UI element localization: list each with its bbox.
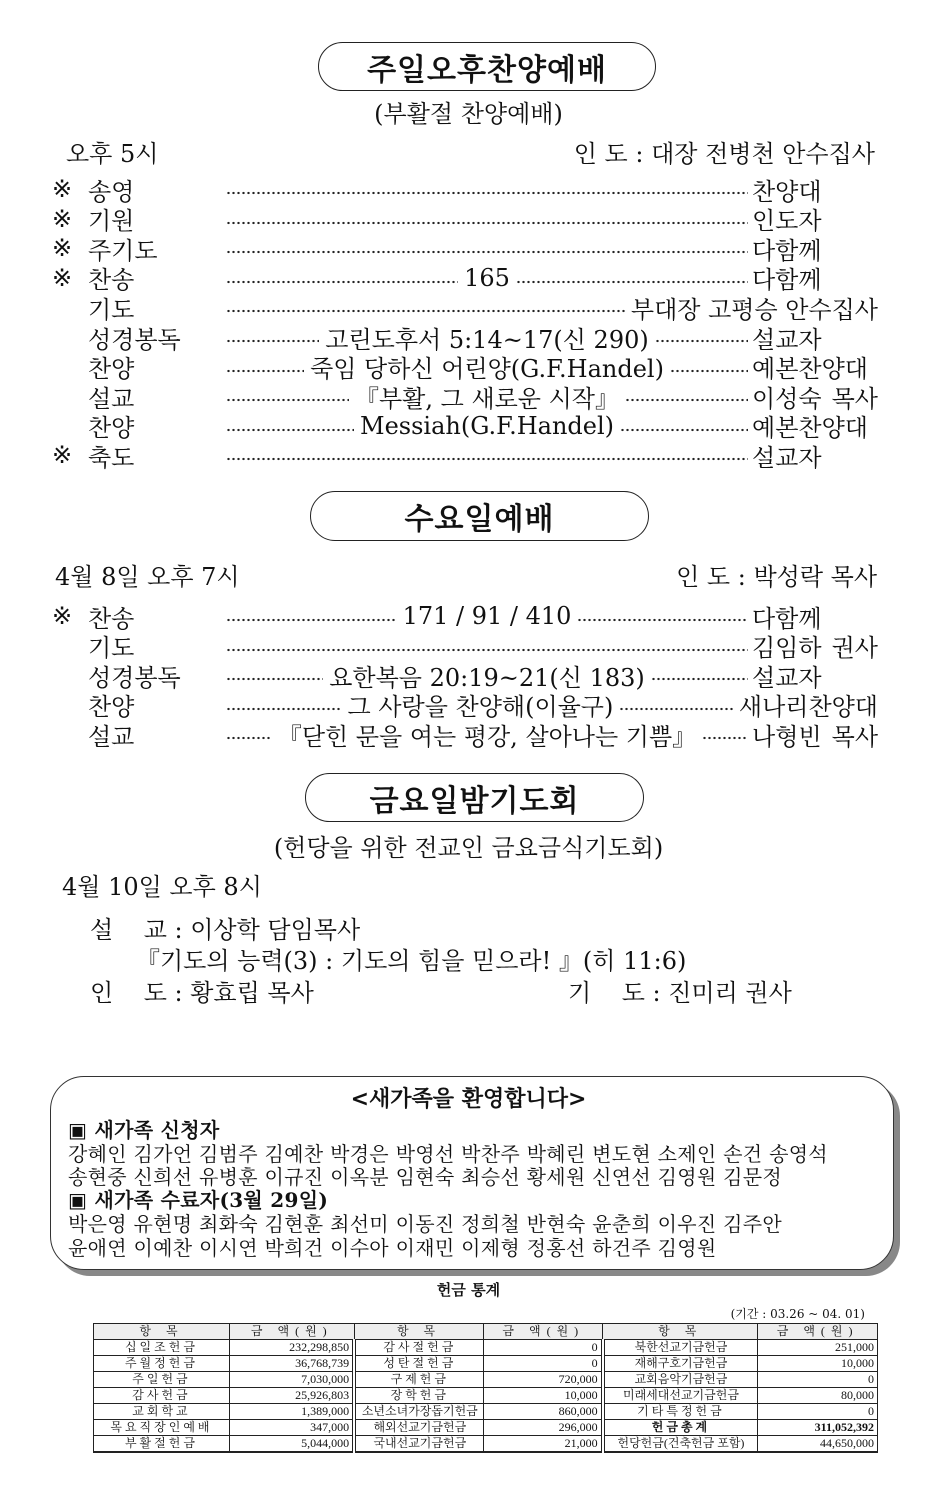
order-label: 찬양 [88,414,135,443]
amount-cell: 36,768,739 [229,1356,354,1372]
wednesday-service-title: 수요일예배 [310,491,649,541]
table-row [94,1372,878,1388]
friday-time: 4월 10일 오후 8시 [62,873,262,901]
dotted-leader [226,369,304,373]
item-cell: 기타특정헌금 [603,1404,758,1420]
order-row [52,660,878,690]
dotted-leader [702,736,748,740]
order-row [52,263,878,293]
new-family-title: <새가족을 환영합니다> [350,1087,587,1112]
sunday-subtitle: (부활절 찬양예배) [374,100,563,128]
offering-period: (기간 : 03.26 ~ 04. 01) [730,1307,865,1321]
dotted-leader [226,707,342,711]
amount-cell: 7,030,000 [229,1372,354,1388]
order-content: 고린도후서 5:14~17(신 290) [325,325,649,354]
amount-cell: 720,000 [484,1372,603,1388]
order-content: 『부활, 그 새로운 시작』 [355,384,619,413]
graduates-heading: ▣ 새가족 수료자(3월 29일) [68,1188,329,1212]
dotted-leader [226,736,272,740]
dotted-leader [226,428,354,432]
dotted-leader [577,618,748,622]
applicants-line-1: 강혜인 김가언 김범주 김예찬 박경은 박영선 박찬주 박혜린 변도현 소제인 손건 송영석 [68,1142,828,1166]
order-responsible: 찬양대 [752,177,822,206]
friday-preacher: 설 교 : 이상학 담임목사 [90,916,361,944]
item-cell: 헌금총계 [603,1420,758,1436]
order-label: 찬양 [88,355,135,384]
order-label: 설교 [88,722,135,751]
table-header: 금 액(원) [758,1324,878,1340]
order-responsible: 다함께 [752,236,822,265]
table-row [94,1436,878,1453]
item-cell: 부활절헌금 [94,1436,230,1453]
amount-cell: 251,000 [758,1340,878,1356]
amount-cell: 0 [758,1404,878,1420]
wednesday-leader: 인 도 : 박성락 목사 [676,563,877,591]
dotted-leader [226,398,349,402]
table-row [94,1340,878,1356]
item-cell: 국내선교기금헌금 [354,1436,484,1453]
dotted-leader [620,428,748,432]
dotted-leader [625,398,748,402]
offering-title: 헌금 통계 [436,1281,501,1299]
order-responsible: 예본찬양대 [752,414,868,443]
graduates-line-2: 윤애연 이예찬 이시연 박희건 이수아 이재민 이제형 정홍선 하건주 김영원 [68,1236,717,1260]
item-cell: 해외선교기금헌금 [354,1420,484,1436]
order-label: 기도 [88,634,135,663]
amount-cell: 0 [758,1372,878,1388]
wednesday-time: 4월 8일 오후 7시 [55,563,240,591]
order-content: 그 사랑을 찬양해(이율구) [347,693,614,722]
item-cell: 감사헌금 [94,1388,230,1404]
item-cell: 교회학교 [94,1404,230,1420]
order-row [52,719,878,749]
order-responsible: 예본찬양대 [752,355,868,384]
table-row [94,1420,878,1436]
order-row [52,411,878,441]
amount-cell: 347,000 [229,1420,354,1436]
dotted-leader [226,648,748,652]
order-row [52,352,878,382]
order-responsible: 다함께 [752,604,822,633]
sunday-service-title: 주일오후찬양예배 [318,42,656,91]
friday-leader: 인 도 : 황효립 목사 [90,979,314,1007]
dotted-leader [226,250,748,254]
order-label: 송영 [88,177,135,206]
amount-cell: 5,044,000 [229,1436,354,1453]
dotted-leader [651,677,748,681]
table-row [94,1404,878,1420]
order-content: Messiah(G.F.Handel) [360,411,615,440]
order-row [52,322,878,352]
order-label: 기원 [88,207,135,236]
applicants-line-2: 송현중 신희선 유병훈 이규진 이옥분 임현숙 최승선 황세원 신연선 김영원 김문정 [68,1165,783,1189]
order-label: 설교 [88,384,135,413]
order-row [52,174,878,204]
order-responsible: 이성숙 목사 [752,384,878,413]
required-stand-mark: ※ [52,602,73,630]
table-header: 항 목 [603,1324,758,1340]
required-stand-mark: ※ [52,234,73,263]
order-label: 축도 [88,443,135,472]
required-stand-mark: ※ [52,175,73,203]
amount-cell: 232,298,850 [229,1340,354,1356]
amount-cell: 21,000 [484,1436,603,1453]
friday-sermon-title: 『기도의 능력(3) : 기도의 힘을 믿으라! 』(히 11:6) [136,947,687,975]
item-cell: 소년소녀가장돕기헌금 [354,1404,484,1420]
table-row [94,1356,878,1372]
order-label: 주기도 [88,236,158,265]
dotted-leader [670,369,748,373]
item-cell: 교회음악기금헌금 [603,1372,758,1388]
applicants-heading: ▣ 새가족 신청자 [68,1118,220,1142]
sunday-leader: 인 도 : 대장 전병천 안수집사 [573,140,875,168]
amount-cell: 0 [484,1356,603,1372]
friday-service-title: 금요일밤기도회 [305,773,644,822]
dotted-leader [226,309,627,313]
amount-cell: 860,000 [484,1404,603,1420]
dotted-leader [226,339,319,343]
table-header: 항 목 [94,1324,230,1340]
graduates-line-1: 박은영 유현명 최화숙 김현훈 최선미 이동진 정희철 반현숙 윤춘희 이우진 김주안 [68,1212,783,1236]
order-responsible: 새나리찬양대 [738,693,878,722]
dotted-leader [226,618,397,622]
required-stand-mark: ※ [52,263,73,292]
item-cell: 장학헌금 [354,1388,484,1404]
dotted-leader [655,339,748,343]
order-content: 요한복음 20:19~21(신 183) [329,663,645,692]
order-label: 찬양 [88,693,135,722]
item-cell: 재해구호기금헌금 [603,1356,758,1372]
amount-cell: 311,052,392 [758,1420,878,1436]
order-label: 기도 [88,295,135,324]
order-responsible: 김임하 권사 [752,634,878,663]
friday-subtitle: (헌당을 위한 전교인 금요금식기도회) [273,834,664,862]
order-row [52,381,878,411]
table-header: 금 액(원) [484,1324,603,1340]
amount-cell: 1,389,000 [229,1404,354,1420]
item-cell: 구제헌금 [354,1372,484,1388]
order-label: 찬송 [88,604,135,633]
required-stand-mark: ※ [52,204,73,233]
table-header: 금 액(원) [229,1324,354,1340]
order-content: 171 / 91 / 410 [402,602,572,630]
offering-table [93,1323,878,1453]
item-cell: 헌당헌금(건축헌금 포함) [603,1436,758,1453]
order-responsible: 부대장 고평승 안수집사 [630,295,878,324]
order-row [52,440,878,470]
order-responsible: 다함께 [752,266,822,295]
order-label: 성경봉독 [88,663,181,692]
order-row [52,690,878,720]
order-label: 찬송 [88,266,135,295]
order-content: 죽임 당하신 어린양(G.F.Handel) [310,355,664,384]
dotted-leader [226,221,748,225]
required-stand-mark: ※ [52,441,73,470]
dotted-leader [516,280,748,284]
item-cell: 목요직장인예배 [94,1420,230,1436]
table-header: 항 목 [354,1324,484,1340]
order-row [52,233,878,263]
order-row [52,292,878,322]
order-row [52,204,878,234]
item-cell: 주일헌금 [94,1372,230,1388]
item-cell: 미래세대선교기금헌금 [603,1388,758,1404]
dotted-leader [619,707,735,711]
friday-prayer: 기 도 : 진미리 권사 [568,979,792,1007]
item-cell: 십일조헌금 [94,1340,230,1356]
sunday-time: 오후 5시 [66,140,159,168]
item-cell: 감사절헌금 [354,1340,484,1356]
dotted-leader [226,457,748,461]
amount-cell: 25,926,803 [229,1388,354,1404]
amount-cell: 296,000 [484,1420,603,1436]
dotted-leader [226,280,458,284]
order-responsible: 설교자 [752,663,822,692]
dotted-leader [226,191,748,195]
dotted-leader [226,677,323,681]
table-row [94,1388,878,1404]
amount-cell: 10,000 [484,1388,603,1404]
order-responsible: 설교자 [752,443,822,472]
amount-cell: 0 [484,1340,603,1356]
order-responsible: 나형빈 목사 [752,722,879,751]
order-label: 성경봉독 [88,325,181,354]
order-content: 165 [464,263,510,292]
item-cell: 주월정헌금 [94,1356,230,1372]
order-content: 『닫힌 문을 여는 평강, 살아나는 기쁨』 [277,722,697,751]
order-row [52,601,878,631]
amount-cell: 44,650,000 [758,1436,878,1453]
order-row [52,631,878,661]
order-responsible: 설교자 [752,325,822,354]
item-cell: 북한선교기금헌금 [603,1340,758,1356]
item-cell: 성탄절헌금 [354,1356,484,1372]
order-responsible: 인도자 [752,207,822,236]
amount-cell: 10,000 [758,1356,878,1372]
amount-cell: 80,000 [758,1388,878,1404]
